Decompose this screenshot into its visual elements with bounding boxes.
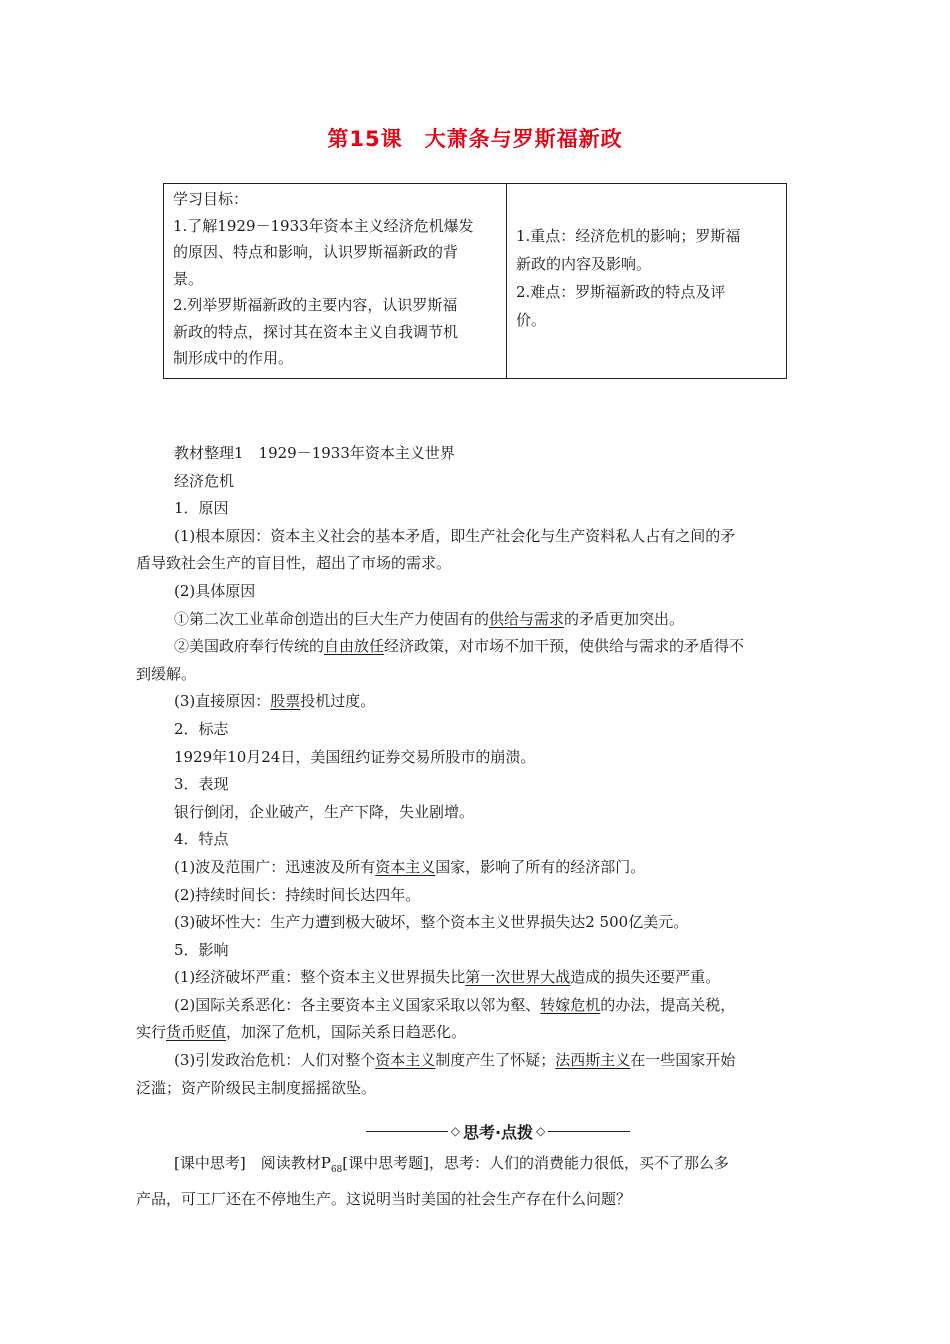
blank-answer: 第一次世界大战 [465,968,571,987]
item-heading-impact: 5．影响 [174,940,229,959]
blank-answer: 法西斯主义 [555,1051,631,1070]
objectives-left-cell [164,184,507,378]
objectives-right-cell [507,184,786,378]
item-heading-sign: 2．标志 [174,719,229,738]
specific-cause-2: ②美国政府奉行传统的自由放任经济政策，对市场不加干预，使供给与需求的矛盾得不 [174,637,745,656]
impact-1: (1)经济破坏严重：整个资本主义世界损失比第一次世界大战造成的损失还要严重。 [174,968,721,987]
feature-1: (1)波及范围广：迅速波及所有资本主义国家，影响了所有的经济部门。 [174,857,646,876]
blank-answer: 转嫁危机 [540,995,601,1014]
section-heading: 教材整理1 1929－1933年资本主义世界 [174,444,455,462]
diamond-icon: ◇ [450,1124,460,1138]
blank-answer: 供给与需求 [489,609,565,628]
objective-line: 2.列举罗斯福新政的主要内容，认识罗斯福 [173,296,458,314]
key-point-line: 新政的内容及影响。 [516,255,652,273]
section-heading-cont: 经济危机 [174,471,235,490]
feature-3: (3)破坏性大：生产力遭到极大破坏，整个资本主义世界损失达2 500亿美元。 [174,913,689,932]
objective-line: 新政的特点，探讨其在资本主义自我调节机 [173,322,459,341]
divider-line [366,1131,448,1132]
blank-answer: 资本主义 [375,857,436,876]
specific-cause-2-cont: 到缓解。 [136,664,197,683]
diamond-icon: ◇ [536,1124,546,1138]
specific-causes: (2)具体原因 [174,581,256,600]
feature-2: (2)持续时间长：持续时间长达四年。 [174,885,421,904]
objective-line: 制形成中的作用。 [173,349,294,367]
divider-line [548,1131,630,1132]
divider-label: 思考·点拨 [462,1122,534,1142]
blank-answer: 自由放任 [324,637,385,656]
item-heading-features: 4．特点 [174,830,229,849]
objective-line: 的原因、特点和影响，认识罗斯福新政的背 [173,243,459,261]
textbook-summary [136,440,816,1102]
direct-cause: (3)直接原因：股票投机过度。 [174,692,376,711]
impact-2-cont: 实行货币贬值，加深了危机，国际关系日趋恶化。 [136,1023,467,1042]
blank-answer: 资本主义 [375,1051,436,1070]
objectives-heading: 学习目标： [173,190,249,208]
performance-text: 银行倒闭，企业破产，生产下降，失业剧增。 [174,802,475,821]
root-cause-cont: 盾导致社会生产的盲目性，超出了市场的需求。 [136,554,452,573]
thinking-question: [课中思考] 阅读教材$P_{68}$[课中思考题]，思考：人们的消费能力很低，买不了那么多 [174,1154,729,1175]
thinking-tag: [课中思考] [174,1154,246,1172]
impact-3-cont: 泛滥；资产阶级民主制度摇摇欲坠。 [136,1078,377,1097]
think-divider [366,1119,630,1143]
sign-text: 1929年10月24日，美国纽约证券交易所股市的崩溃。 [174,747,536,766]
objective-line: 1.了解1929－1933年资本主义经济危机爆发 [173,216,474,235]
learning-objectives-table [163,183,787,379]
item-heading-performance: 3．表现 [174,775,229,794]
blank-answer: 股票 [270,692,301,711]
impact-3: (3)引发政治危机：人们对整个资本主义制度产生了怀疑；法西斯主义在一些国家开始 [174,1051,736,1070]
lesson-title: 第15课 大萧条与罗斯福新政 [327,127,623,151]
specific-cause-1: ①第二次工业革命创造出的巨大生产力使固有的供给与需求的矛盾更加突出。 [174,609,685,628]
difficulty-line: 2.难点：罗斯福新政的特点及评 [516,283,726,301]
key-point-line: 1.重点：经济危机的影响；罗斯福 [516,227,741,245]
root-cause: (1)根本原因：资本主义社会的基本矛盾，即生产社会化与生产资料私人占有之间的矛 [174,526,736,545]
blank-answer: 货币贬值 [166,1023,227,1042]
page-number: 68 [330,1165,343,1175]
in-class-thinking [136,1149,816,1214]
impact-2: (2)国际关系恶化：各主要资本主义国家采取以邻为壑、转嫁危机的办法，提高关税， [174,995,736,1014]
thinking-question-cont: 产品，可工厂还在不停地生产。这说明当时美国的社会生产存在什么问题？ [136,1190,632,1208]
difficulty-line: 价。 [516,311,547,329]
objective-line: 景。 [173,269,204,288]
item-heading-causes: 1．原因 [174,499,229,518]
